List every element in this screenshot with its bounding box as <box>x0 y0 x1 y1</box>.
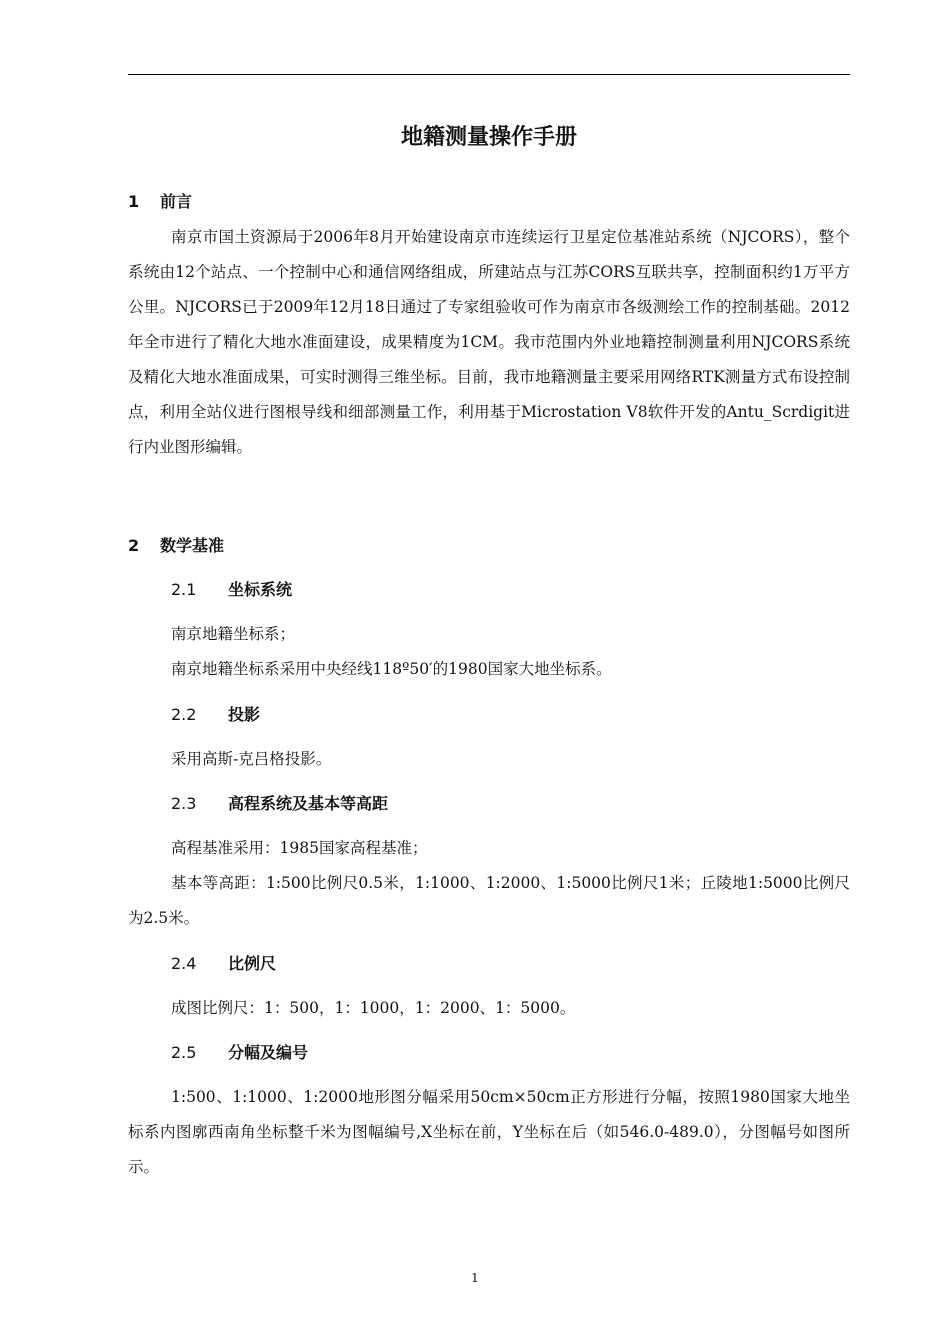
body-line: 高程基准采用：1985国家高程基准； <box>171 839 428 857</box>
subsection-number: 2.4 <box>171 954 197 973</box>
subsection-title: 坐标系统 <box>228 580 293 599</box>
section-1-paragraph: 南京市国土资源局于2006年8月开始建设南京市连续运行卫星定位基准站系统（NJCORS），整个系统由12个站点、一个控制中心和通信网络组成，所建站点与江苏CORS互联共享，控制面积约1万平方公里。NJCORS已于2009年12月18日通过了专家组验收可作为南京市各级测绘工作的控制基础。2012年全市进行了精化大地水准面建设，成果精度为1CM。我市范围内外业地籍控制测量利用NJCORS系统及精化大地水准面成果，可实时测得三维坐标。目前，我市地籍测量主要采用网络RTK测量方式布设控制点，利用全站仪进行图根导线和细部测量工作，利用基于Microstation V8软件开发的Antu_Scrdigit进行内业图形编辑。 <box>128 228 850 456</box>
subsection-2-3-heading <box>171 792 388 816</box>
subsection-number: 2.2 <box>171 705 197 724</box>
body-line: 采用高斯-克吕格投影。 <box>171 750 332 768</box>
section-1-heading <box>128 190 192 214</box>
body-paragraph: 1:500、1:1000、1:2000地形图分幅采用50cm×50cm正方形进行分幅，按照1980国家大地坐标系内图廓西南角坐标整千米为图幅编号,X坐标在前，Y坐标在后（如546.0-489.0），分图幅号如图所示。 <box>128 1088 850 1176</box>
section-title: 数学基准 <box>160 536 225 555</box>
body-line: 南京地籍坐标系采用中央经线118º50′的1980国家大地坐标系。 <box>171 660 612 678</box>
subsection-number: 2.1 <box>171 580 197 599</box>
section-2-heading <box>128 534 224 558</box>
subsection-2-2-heading <box>171 703 260 727</box>
subsection-2-1-heading <box>171 578 292 602</box>
body-paragraph: 基本等高距：1:500比例尺0.5米，1:1000、1:2000、1:5000比例尺1米；丘陵地1:5000比例尺为2.5米。 <box>128 874 850 927</box>
page-number: 1 <box>471 1271 479 1285</box>
subsection-title: 比例尺 <box>228 954 277 973</box>
section-number: 1 <box>128 192 140 211</box>
subsection-title: 分幅及编号 <box>228 1043 309 1062</box>
subsection-title: 高程系统及基本等高距 <box>228 794 389 813</box>
subsection-2-4-heading <box>171 952 276 976</box>
subsection-title: 投影 <box>228 705 261 724</box>
section-number: 2 <box>128 536 140 555</box>
document-title: 地籍测量操作手册 <box>400 125 577 150</box>
subsection-number: 2.5 <box>171 1043 197 1062</box>
section-title: 前言 <box>160 192 193 211</box>
header-rule <box>128 74 850 75</box>
subsection-number: 2.3 <box>171 794 197 813</box>
body-line: 南京地籍坐标系； <box>171 625 296 643</box>
subsection-2-5-heading <box>171 1041 308 1065</box>
body-line: 成图比例尺：1：500，1：1000，1：2000、1：5000。 <box>171 999 576 1017</box>
